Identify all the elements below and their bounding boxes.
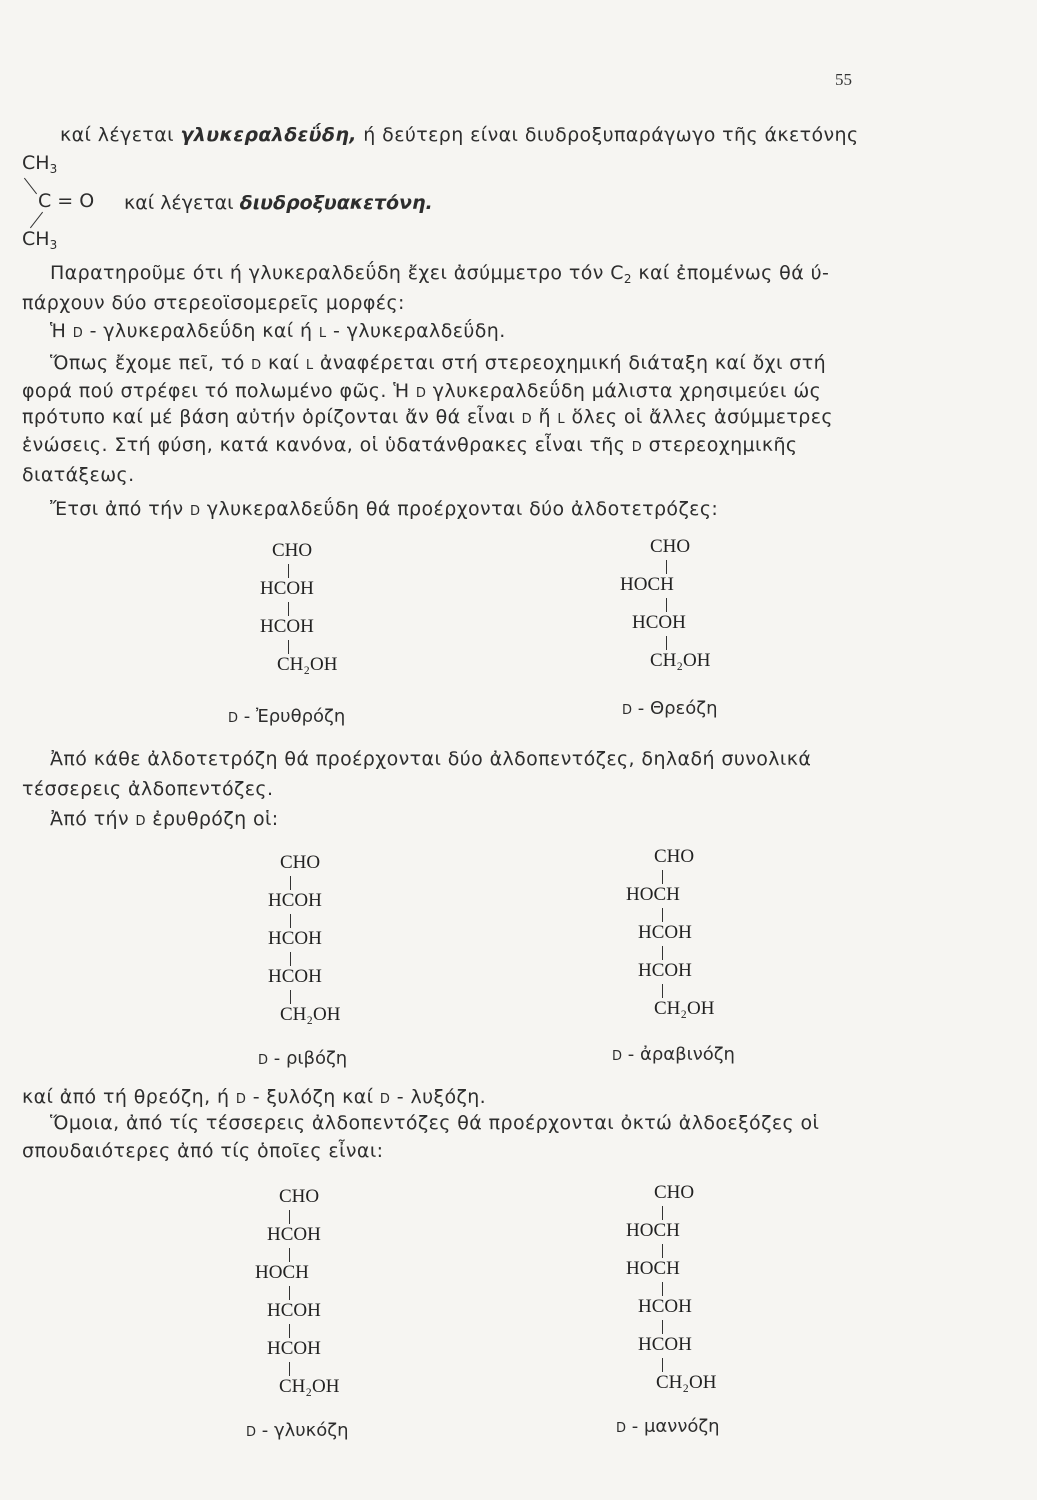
- text-line: [60, 124, 859, 146]
- bond-line: [30, 212, 43, 228]
- bond-line: [24, 178, 37, 194]
- text: καί λέγεται: [60, 124, 181, 146]
- arabinose-caption: D - ἀραβινόζη: [612, 1044, 735, 1065]
- text: ή δεύτερη είναι διυδροξυπαράγωγο τῆς άκετόνης: [356, 124, 859, 146]
- acetone-caption: καί λέγεται διυδροξυακετόνη.: [124, 192, 433, 214]
- text-line: διατάξεως.: [22, 464, 135, 486]
- ribose-caption: D - ριβόζη: [258, 1048, 348, 1069]
- acetone-carbonyl: C = O: [38, 190, 95, 212]
- text-line: ἑνώσεις. Στή φύση, κατά κανόνα, οἱ ὑδατάνθρακες εἶναι τῆς D στερεοχημικῆς: [22, 434, 798, 456]
- text-line: πρότυπο καί μέ βάση αὐτήν ὁρίζονται ἄν θά εἶναι D ἤ L ὅλες οἱ ἄλλες ἀσύμμετρες: [22, 406, 833, 428]
- mannose-caption: D - μαννόζη: [616, 1416, 720, 1437]
- acetone-ch3-top: $CH_3$: [22, 152, 58, 176]
- text-line: φορά πού στρέφει τό πολωμένο φῶς. Ἡ D γλυκεραλδεΰδη μάλιστα χρησιμεύει ώς: [22, 380, 822, 402]
- glucose-caption: D - γλυκόζη: [246, 1420, 349, 1441]
- text-line: Ὅμοια, ἀπό τίς τέσσερεις ἀλδοπεντόζες θά προέρχονται ὀκτώ ἀλδοεξόζες οἱ: [50, 1112, 820, 1134]
- text-line: Ἀπό τήν D ἐρυθρόζη οἱ:: [50, 808, 279, 830]
- text-line: σπουδαιότερες ἀπό τίς ὁποῖες εἶναι:: [22, 1140, 384, 1162]
- text-line: τέσσερεις ἀλδοπεντόζες.: [22, 778, 274, 800]
- bold-term: γλυκεραλδεΰδη,: [180, 124, 357, 146]
- text-line: Παρατηροῦμε ότι ή γλυκεραλδεΰδη ἔχει ἀσύμμετρο τόν $C_2$ καί ἐπομένως θά ύ-: [50, 262, 830, 286]
- text-line: καί ἀπό τή θρεόζη, ή D - ξυλόζη καί D - λυξόζη.: [22, 1086, 487, 1108]
- text-line: Ἀπό κάθε ἀλδοτετρόζη θά προέρχονται δύο ἀλδοπεντόζες, δηλαδή συνολικά: [50, 748, 812, 770]
- erythrose-caption: D - Ἐρυθρόζη: [228, 706, 346, 727]
- acetone-ch3-bottom: $CH_3$: [22, 228, 58, 252]
- threose-caption: D - Θρεόζη: [622, 698, 718, 719]
- text-line: πάρχουν δύο στερεοϊσομερεῖς μορφές:: [22, 292, 405, 314]
- text-line: Ἔτσι ἀπό τήν D γλυκεραλδεΰδη θά προέρχονται δύο ἀλδοτετρόζες:: [50, 498, 719, 520]
- text-line: Ἡ D - γλυκεραλδεΰδη καί ή L - γλυκεραλδεΰδη.: [50, 320, 506, 342]
- text-line: Ὅπως ἔχομε πεῖ, τό D καί L ἀναφέρεται στή στερεοχημική διάταξη καί ὄχι στή: [50, 352, 827, 374]
- page-number: 55: [835, 70, 852, 89]
